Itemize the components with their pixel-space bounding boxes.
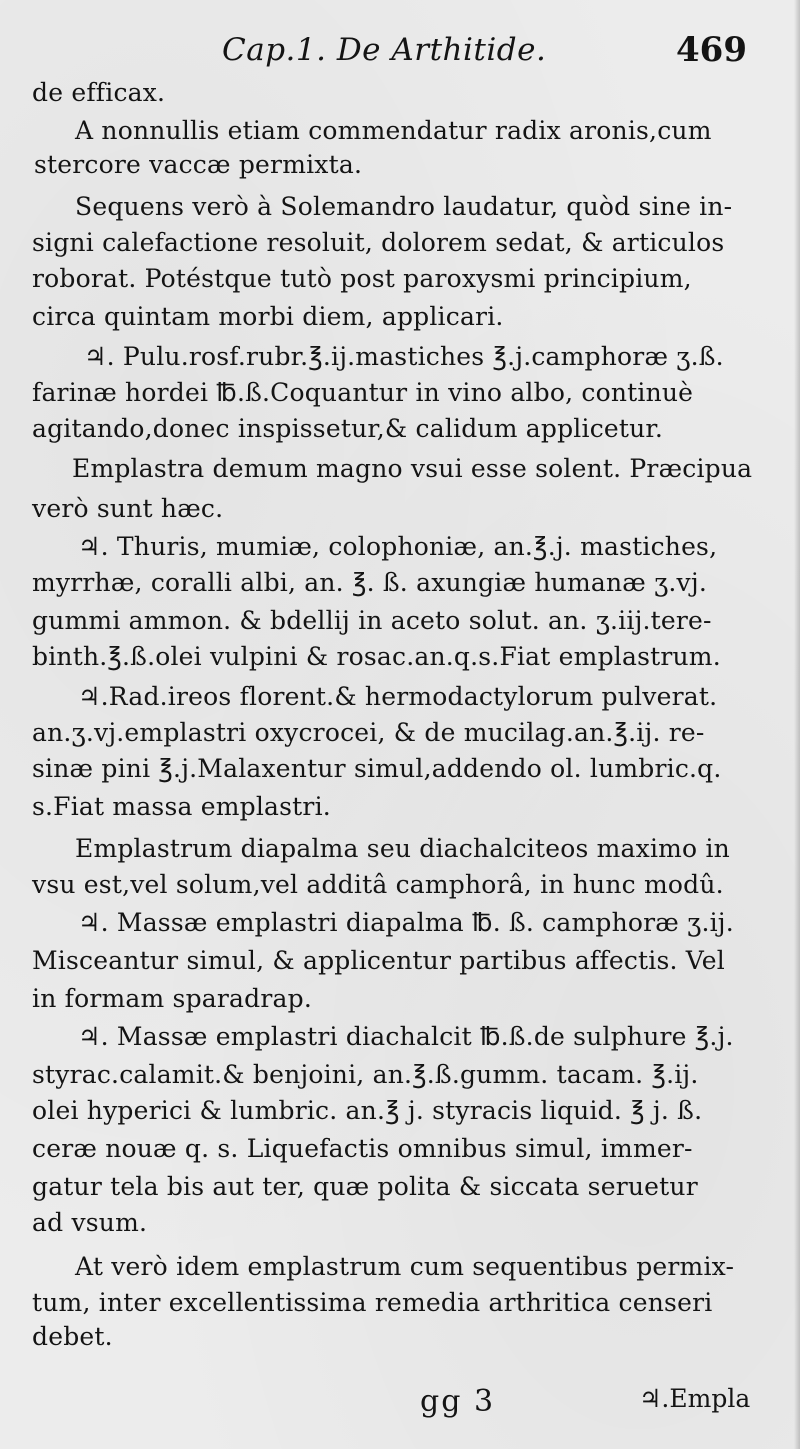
text-line: signi calefactione resoluit, dolorem sedat, & articulos <box>32 228 725 257</box>
page-header <box>0 18 800 74</box>
page-edge-shadow <box>794 0 800 1449</box>
catchword: ♃.Empla <box>639 1384 751 1413</box>
text-line: debet. <box>32 1322 113 1351</box>
text-line: At verò idem emplastrum cum sequentibus permix- <box>75 1252 735 1281</box>
text-line: ♃. Thuris, mumiæ, colophoniæ, an.℥.j. mastiches, <box>78 532 718 561</box>
text-line: an.ʒ.vj.emplastri oxycrocei, & de mucilag.an.℥.ij. re- <box>32 718 705 747</box>
text-line: gatur tela bis aut ter, quæ polita & siccata seruetur <box>32 1172 698 1201</box>
text-line: vsu est,vel solum,vel additâ camphorâ, in hunc modû. <box>32 870 724 899</box>
text-line: roborat. Potéstque tutò post paroxysmi principium, <box>32 264 692 293</box>
text-line: ♃.Rad.ireos florent.& hermodactylorum pulverat. <box>78 682 718 711</box>
text-line: ceræ nouæ q. s. Liquefactis omnibus simul, immer- <box>32 1134 693 1163</box>
text-line: agitando,donec inspissetur,& calidum applicetur. <box>32 414 663 443</box>
text-line: Misceantur simul, & applicentur partibus affectis. Vel <box>32 946 725 975</box>
text-line: A nonnullis etiam commendatur radix aronis,cum <box>75 116 712 145</box>
text-line: olei hyperici & lumbric. an.℥ j. styracis liquid. ℥ j. ß. <box>32 1096 703 1125</box>
page-footer <box>0 1380 800 1440</box>
text-line: verò sunt hæc. <box>32 494 224 523</box>
text-line: s.Fiat massa emplastri. <box>32 792 331 821</box>
text-line: Sequens verò à Solemandro laudatur, quòd sine in- <box>75 192 733 221</box>
text-line: circa quintam morbi diem, applicari. <box>32 302 504 331</box>
text-line: ad vsum. <box>32 1208 148 1237</box>
text-line: gummi ammon. & bdellij in aceto solut. an. ʒ.iij.tere- <box>32 606 712 635</box>
running-title: Cap.1. De Arthitide. <box>222 32 547 68</box>
text-line: Emplastra demum magno vsui esse solent. Præcipua <box>72 454 753 483</box>
text-line: tum, inter excellentissima remedia arthritica censeri <box>32 1288 713 1317</box>
text-line: farinæ hordei ℔.ß.Coquantur in vino albo, continuè <box>32 378 694 407</box>
text-line: de efficax. <box>32 78 166 107</box>
text-line: in formam sparadrap. <box>32 984 312 1013</box>
text-line: myrrhæ, coralli albi, an. ℥. ß. axungiæ humanæ ʒ.vj. <box>32 568 707 597</box>
text-line: ♃. Massæ emplastri diachalcit ℔.ß.de sulphure ℥.j. <box>78 1022 734 1051</box>
text-line: binth.℥.ß.olei vulpini & rosac.an.q.s.Fiat emplastrum. <box>32 642 721 671</box>
text-line: stercore vaccæ permixta. <box>34 150 363 179</box>
text-line: ♃. Pulu.rosf.rubr.℥.ij.mastiches ℥.j.camphoræ ʒ.ß. <box>84 342 724 371</box>
text-line: ♃. Massæ emplastri diapalma ℔. ß. camphoræ ʒ.ij. <box>78 908 734 937</box>
signature-mark: gg 3 <box>420 1384 496 1419</box>
text-line: styrac.calamit.& benjoini, an.℥.ß.gumm. tacam. ℥.ij. <box>32 1060 699 1089</box>
text-line: sinæ pini ℥.j.Malaxentur simul,addendo ol. lumbric.q. <box>32 754 722 783</box>
page-number: 469 <box>676 30 747 70</box>
text-line: Emplastrum diapalma seu diachalciteos maximo in <box>75 834 730 863</box>
